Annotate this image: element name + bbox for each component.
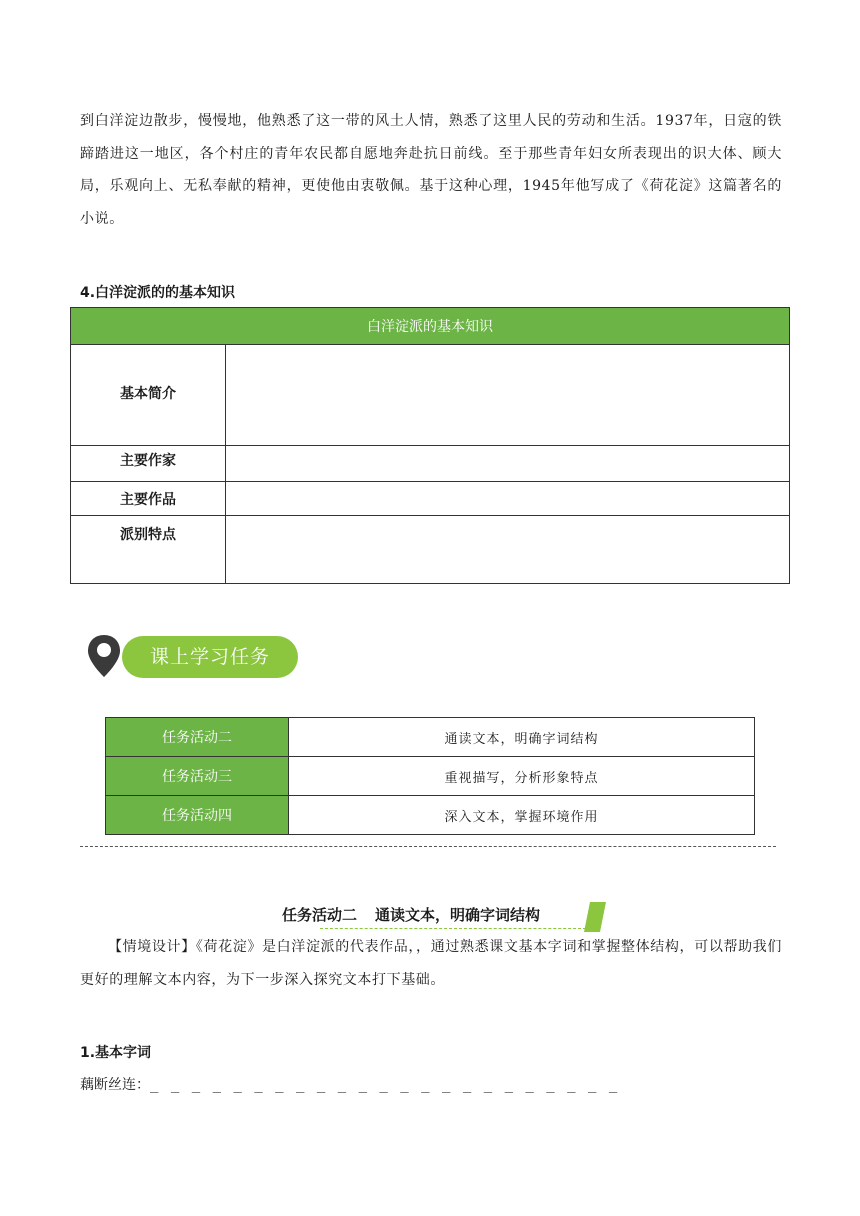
task-name: 任务活动二: [106, 718, 289, 757]
row-label-intro: 基本简介: [71, 345, 226, 446]
activity-title-prefix: 任务活动二: [282, 906, 358, 924]
activity-title-main: 通读文本，明确字词结构: [375, 906, 541, 924]
row-value-intro: [226, 345, 790, 446]
table-row: [106, 757, 755, 796]
table-row: [71, 345, 790, 446]
table-title: 白洋淀派的基本知识: [71, 308, 790, 345]
school-knowledge-table: [70, 307, 790, 584]
row-value-works: [226, 482, 790, 516]
location-pin-icon: [86, 633, 122, 679]
task-desc: 通读文本，明确字词结构: [289, 718, 755, 757]
task-desc: 重视描写，分析形象特点: [289, 757, 755, 796]
row-value-features: [226, 516, 790, 584]
task-name: 任务活动三: [106, 757, 289, 796]
row-value-authors: [226, 446, 790, 482]
class-task-banner: [86, 631, 300, 681]
table-row: [71, 516, 790, 584]
green-flag-icon: [584, 902, 606, 932]
vocab-item-label: 藕断丝连：: [80, 1077, 150, 1093]
banner-label: 课上学习任务: [122, 636, 298, 678]
activity-title: [282, 904, 540, 925]
section-heading-school-knowledge: 4.白洋淀派的的基本知识: [80, 285, 236, 301]
table-row: [71, 482, 790, 516]
situation-paragraph: 【情境设计】《荷花淀》是白洋淀派的代表作品，，通过熟悉课文基本字词和掌握整体结构，可以帮助我们更好的理解文本内容，为下一步深入探究文本打下基础。: [80, 939, 782, 988]
vocab-heading: 1.基本字词: [80, 1045, 152, 1061]
row-label-authors: 主要作家: [71, 446, 226, 482]
row-label-works: 主要作品: [71, 482, 226, 516]
row-label-features: 派别特点: [71, 516, 226, 584]
intro-paragraph: 到白洋淀边散步，慢慢地，他熟悉了这一带的风土人情，熟悉了这里人民的劳动和生活。1937年，日寇的铁蹄踏进这一地区，各个村庄的青年农民都自愿地奔赴抗日前线。至于那些青年妇女所表现出的识大体、顾大局，乐观向上、无私奉献的精神，更使他由衷敬佩。基于这种心理，1945年他写成了《荷花淀》这篇著名的小说。: [80, 113, 782, 227]
answer-blank[interactable]: _ _ _ _ _ _ _ _ _ _ _ _ _ _ _ _ _ _ _ _ _ _ _: [150, 1077, 620, 1093]
table-row: [106, 718, 755, 757]
task-desc: 深入文本，掌握环境作用: [289, 796, 755, 835]
activity-title-underline: [320, 928, 586, 929]
task-name: 任务活动四: [106, 796, 289, 835]
task-table: [105, 717, 755, 835]
table-row: [71, 446, 790, 482]
table-row: [106, 796, 755, 835]
dashed-divider: [80, 846, 776, 847]
vocab-fill-item: [80, 1074, 619, 1094]
